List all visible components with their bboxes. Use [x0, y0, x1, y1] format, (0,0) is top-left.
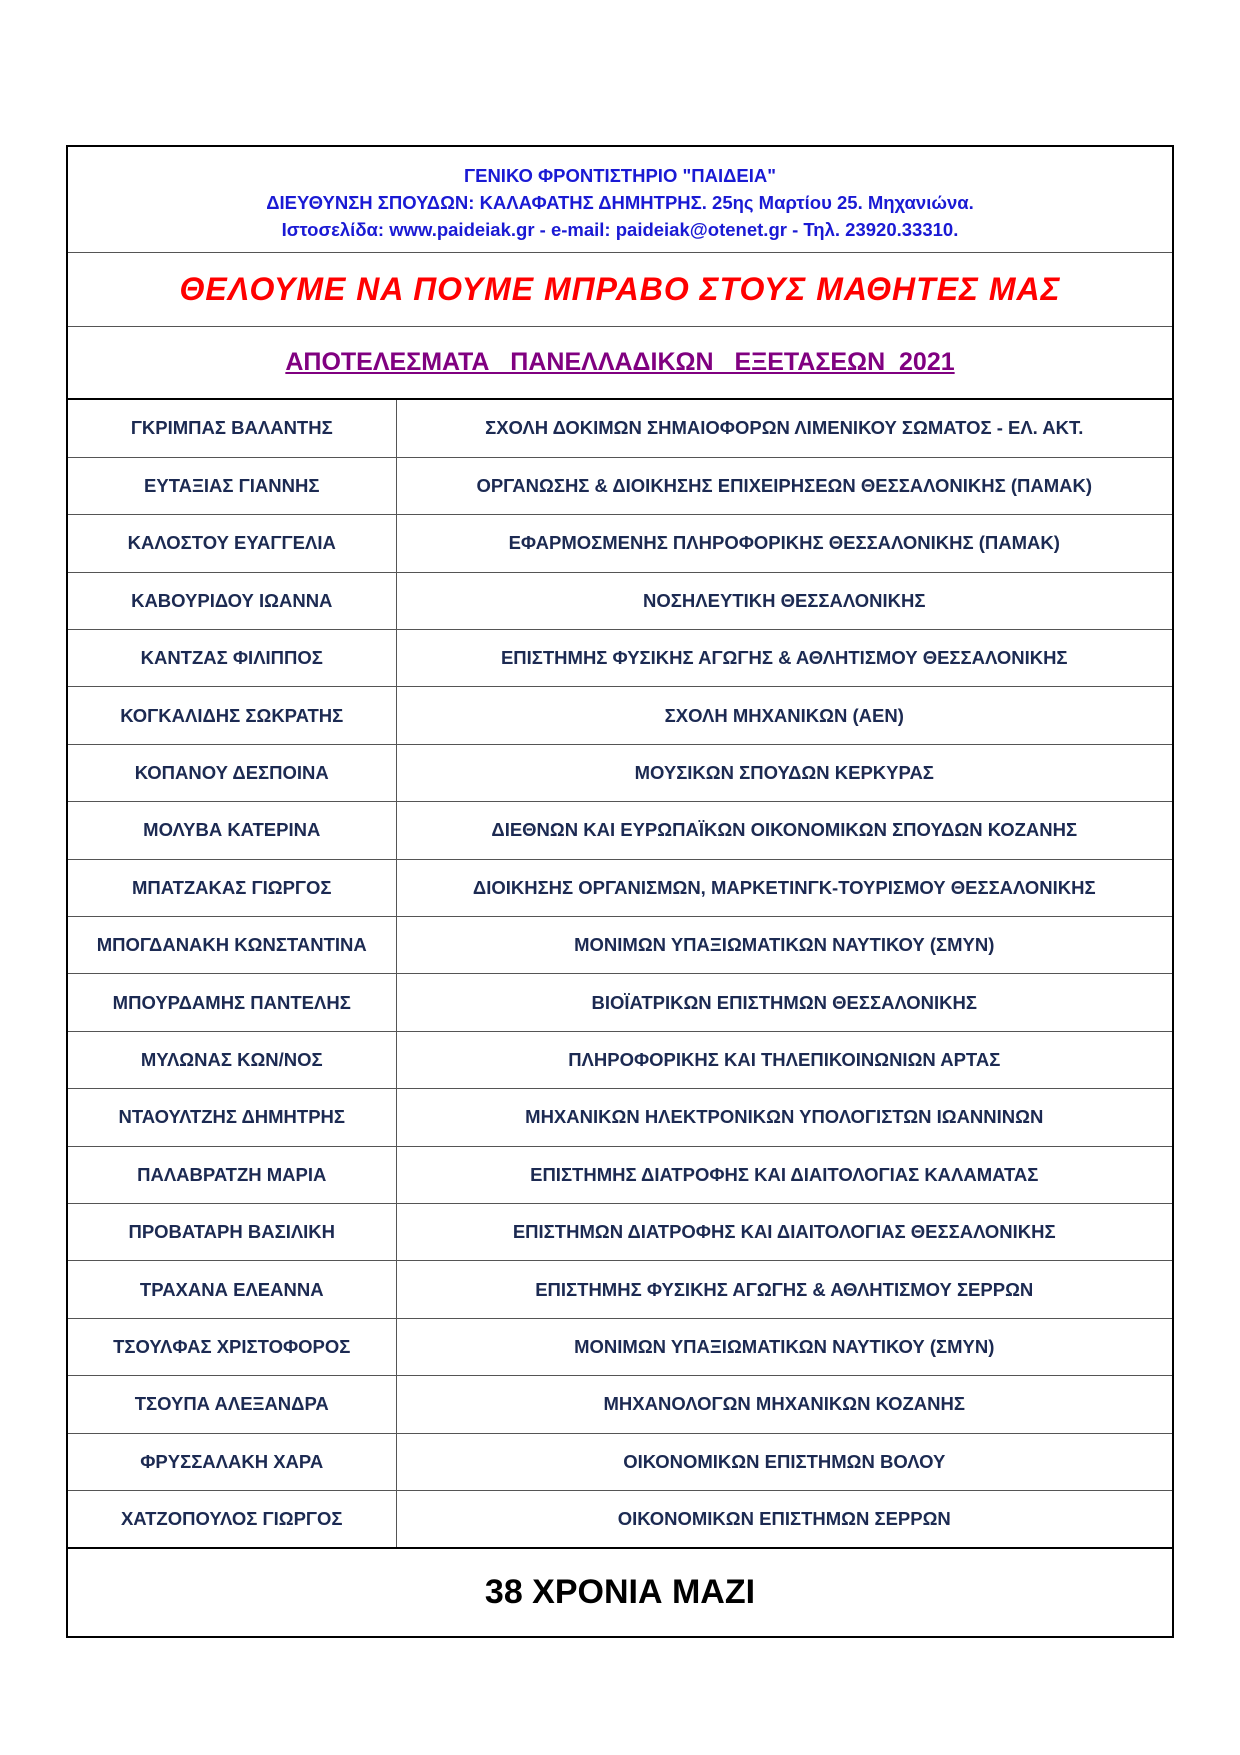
table-row	[68, 1203, 1172, 1260]
table-row	[68, 974, 1172, 1031]
admitted-school: ΟΙΚΟΝΟΜΙΚΩΝ ΕΠΙΣΤΗΜΩΝ ΣΕΡΡΩΝ	[396, 1490, 1172, 1547]
school-director-address: ΔΙΕΥΘΥΝΣΗ ΣΠΟΥΔΩΝ: ΚΑΛΑΦΑΤΗΣ ΔΗΜΗΤΡΗΣ. 25ης Μαρτίου 25. Μηχανιώνα.	[266, 192, 974, 213]
school-contact: Ιστοσελίδα: www.paideiak.gr - e-mail: paideiak@otenet.gr - Τηλ. 23920.33310.	[281, 219, 959, 240]
results-table-body	[68, 400, 1172, 1548]
admitted-school: ΜΟΝΙΜΩΝ ΥΠΑΞΙΩΜΑΤΙΚΩΝ ΝΑΥΤΙΚΟΥ (ΣΜΥΝ)	[396, 1318, 1172, 1375]
student-name: ΝΤΑΟΥΛΤΖΗΣ ΔΗΜΗΤΡΗΣ	[68, 1089, 396, 1146]
table-row	[68, 1376, 1172, 1433]
admitted-school: ΣΧΟΛΗ ΔΟΚΙΜΩΝ ΣΗΜΑΙΟΦΟΡΩΝ ΛΙΜΕΝΙΚΟΥ ΣΩΜΑΤΟΣ - ΕΛ. ΑΚΤ.	[396, 400, 1172, 457]
admitted-school: ΔΙΕΘΝΩΝ ΚΑΙ ΕΥΡΩΠΑΪΚΩΝ ΟΙΚΟΝΟΜΙΚΩΝ ΣΠΟΥΔΩΝ ΚΟΖΑΝΗΣ	[396, 802, 1172, 859]
results-sheet	[66, 145, 1174, 1638]
table-row	[68, 744, 1172, 801]
results-title: ΑΠΟΤΕΛΕΣΜΑΤΑ ΠΑΝΕΛΛΑΔΙΚΩΝ ΕΞΕΤΑΣΕΩΝ 2021	[68, 327, 1172, 400]
admitted-school: ΕΠΙΣΤΗΜΗΣ ΦΥΣΙΚΗΣ ΑΓΩΓΗΣ & ΑΘΛΗΤΙΣΜΟΥ ΣΕΡΡΩΝ	[396, 1261, 1172, 1318]
student-name: ΧΑΤΖΟΠΟΥΛΟΣ ΓΙΩΡΓΟΣ	[68, 1490, 396, 1547]
student-name: ΜΠΑΤΖΑΚΑΣ ΓΙΩΡΓΟΣ	[68, 859, 396, 916]
admitted-school: ΜΟΝΙΜΩΝ ΥΠΑΞΙΩΜΑΤΙΚΩΝ ΝΑΥΤΙΚΟΥ (ΣΜΥΝ)	[396, 917, 1172, 974]
admitted-school: ΜΟΥΣΙΚΩΝ ΣΠΟΥΔΩΝ ΚΕΡΚΥΡΑΣ	[396, 744, 1172, 801]
footer-motto: 38 ΧΡΟΝΙΑ ΜΑΖΙ	[484, 1573, 756, 1612]
school-header	[68, 147, 1172, 253]
table-row	[68, 802, 1172, 859]
congratulations-banner: ΘΕΛΟΥΜΕ ΝΑ ΠΟΥΜΕ ΜΠΡΑΒΟ ΣΤΟΥΣ ΜΑΘΗΤΕΣ ΜΑΣ	[68, 253, 1172, 327]
student-name: ΦΡΥΣΣΑΛΑΚΗ ΧΑΡΑ	[68, 1433, 396, 1490]
admitted-school: ΣΧΟΛΗ ΜΗΧΑΝΙΚΩΝ (ΑΕΝ)	[396, 687, 1172, 744]
student-name: ΠΡΟΒΑΤΑΡΗ ΒΑΣΙΛΙΚΗ	[68, 1203, 396, 1260]
admitted-school: ΕΦΑΡΜΟΣΜΕΝΗΣ ΠΛΗΡΟΦΟΡΙΚΗΣ ΘΕΣΣΑΛΟΝΙΚΗΣ (ΠΑΜΑΚ)	[396, 515, 1172, 572]
admitted-school: ΜΗΧΑΝΟΛΟΓΩΝ ΜΗΧΑΝΙΚΩΝ ΚΟΖΑΝΗΣ	[396, 1376, 1172, 1433]
table-row	[68, 859, 1172, 916]
admitted-school: ΟΙΚΟΝΟΜΙΚΩΝ ΕΠΙΣΤΗΜΩΝ ΒΟΛΟΥ	[396, 1433, 1172, 1490]
table-row	[68, 1261, 1172, 1318]
admitted-school: ΕΠΙΣΤΗΜΗΣ ΔΙΑΤΡΟΦΗΣ ΚΑΙ ΔΙΑΙΤΟΛΟΓΙΑΣ ΚΑΛΑΜΑΤΑΣ	[396, 1146, 1172, 1203]
student-name: ΚΟΓΚΑΛΙΔΗΣ ΣΩΚΡΑΤΗΣ	[68, 687, 396, 744]
admitted-school: ΝΟΣΗΛΕΥΤΙΚΗ ΘΕΣΣΑΛΟΝΙΚΗΣ	[396, 572, 1172, 629]
student-name: ΤΣΟΥΠΑ ΑΛΕΞΑΝΔΡΑ	[68, 1376, 396, 1433]
student-name: ΚΑΝΤΖΑΣ ΦΙΛΙΠΠΟΣ	[68, 630, 396, 687]
table-row	[68, 1031, 1172, 1088]
school-name: ΓΕΝΙΚΟ ΦΡΟΝΤΙΣΤΗΡΙΟ "ΠΑΙΔΕΙΑ"	[463, 165, 777, 186]
admitted-school: ΠΛΗΡΟΦΟΡΙΚΗΣ ΚΑΙ ΤΗΛΕΠΙΚΟΙΝΩΝΙΩΝ ΑΡΤΑΣ	[396, 1031, 1172, 1088]
results-table	[68, 400, 1172, 1549]
table-row	[68, 687, 1172, 744]
table-row	[68, 1433, 1172, 1490]
table-row	[68, 917, 1172, 974]
student-name: ΤΣΟΥΛΦΑΣ ΧΡΙΣΤΟΦΟΡΟΣ	[68, 1318, 396, 1375]
admitted-school: ΜΗΧΑΝΙΚΩΝ ΗΛΕΚΤΡΟΝΙΚΩΝ ΥΠΟΛΟΓΙΣΤΩΝ ΙΩΑΝΝΙΝΩΝ	[396, 1089, 1172, 1146]
table-row	[68, 1318, 1172, 1375]
admitted-school: ΔΙΟΙΚΗΣΗΣ ΟΡΓΑΝΙΣΜΩΝ, ΜΑΡΚΕΤΙΝΓΚ-ΤΟΥΡΙΣΜΟΥ ΘΕΣΣΑΛΟΝΙΚΗΣ	[396, 859, 1172, 916]
student-name: ΜΠΟΥΡΔΑΜΗΣ ΠΑΝΤΕΛΗΣ	[68, 974, 396, 1031]
table-row	[68, 1089, 1172, 1146]
student-name: ΓΚΡΙΜΠΑΣ ΒΑΛΑΝΤΗΣ	[68, 400, 396, 457]
student-name: ΠΑΛΑΒΡΑΤΖΗ ΜΑΡΙΑ	[68, 1146, 396, 1203]
student-name: ΜΠΟΓΔΑΝΑΚΗ ΚΩΝΣΤΑΝΤΙΝΑ	[68, 917, 396, 974]
student-name: ΕΥΤΑΞΙΑΣ ΓΙΑΝΝΗΣ	[68, 457, 396, 514]
admitted-school: ΕΠΙΣΤΗΜΗΣ ΦΥΣΙΚΗΣ ΑΓΩΓΗΣ & ΑΘΛΗΤΙΣΜΟΥ ΘΕΣΣΑΛΟΝΙΚΗΣ	[396, 630, 1172, 687]
table-row	[68, 572, 1172, 629]
student-name: ΜΥΛΩΝΑΣ ΚΩΝ/ΝΟΣ	[68, 1031, 396, 1088]
table-row	[68, 400, 1172, 457]
table-row	[68, 630, 1172, 687]
admitted-school: ΕΠΙΣΤΗΜΩΝ ΔΙΑΤΡΟΦΗΣ ΚΑΙ ΔΙΑΙΤΟΛΟΓΙΑΣ ΘΕΣΣΑΛΟΝΙΚΗΣ	[396, 1203, 1172, 1260]
student-name: ΜΟΛΥΒΑ ΚΑΤΕΡΙΝΑ	[68, 802, 396, 859]
table-row	[68, 515, 1172, 572]
student-name: ΚΟΠΑΝΟΥ ΔΕΣΠΟΙΝΑ	[68, 744, 396, 801]
admitted-school: ΟΡΓΑΝΩΣΗΣ & ΔΙΟΙΚΗΣΗΣ ΕΠΙΧΕΙΡΗΣΕΩΝ ΘΕΣΣΑΛΟΝΙΚΗΣ (ΠΑΜΑΚ)	[396, 457, 1172, 514]
student-name: ΚΑΛΟΣΤΟΥ ΕΥΑΓΓΕΛΙΑ	[68, 515, 396, 572]
table-row	[68, 1490, 1172, 1547]
admitted-school: ΒΙΟΪΑΤΡΙΚΩΝ ΕΠΙΣΤΗΜΩΝ ΘΕΣΣΑΛΟΝΙΚΗΣ	[396, 974, 1172, 1031]
student-name: ΚΑΒΟΥΡΙΔΟΥ ΙΩΑΝΝΑ	[68, 572, 396, 629]
table-row	[68, 1146, 1172, 1203]
student-name: ΤΡΑΧΑΝΑ ΕΛΕΑΝΝΑ	[68, 1261, 396, 1318]
table-row	[68, 457, 1172, 514]
